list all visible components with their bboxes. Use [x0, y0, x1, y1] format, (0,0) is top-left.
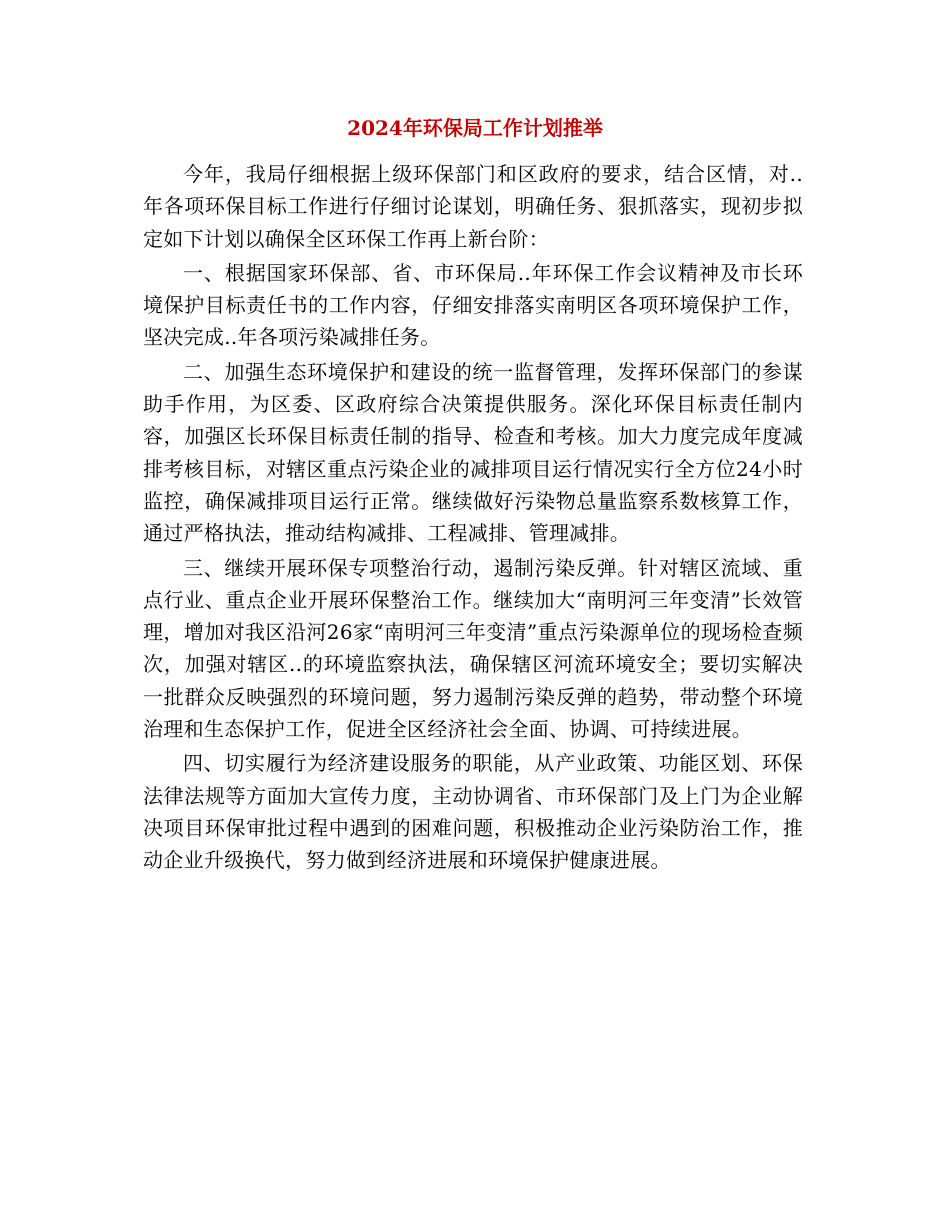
paragraph-item-2: 二、加强生态环境保护和建设的统一监督管理，发挥环保部门的参谋助手作用，为区委、区政府综合决策提供服务。深化环保目标责任制内容，加强区长环保目标责任制的指导、检查和考核。加大力度完成年度减排考核目标，对辖区重点污染企业的减排项目运行情况实行全方位24小时监控，确保减排项目运行正常。继续做好污染物总量监察系数核算工作，通过严格执法，推动结构减排、工程减排、管理减排。 — [143, 359, 803, 546]
document-title: 2024年环保局工作计划推举 — [347, 116, 603, 140]
paragraph-item-1: 一、根据国家环保部、省、市环保局..年环保工作会议精神及市长环境保护目标责任书的工作内容，仔细安排落实南明区各项环境保护工作，坚决完成..年各项污染减排任务。 — [143, 260, 803, 350]
paragraph-item-3: 三、继续开展环保专项整治行动，遏制污染反弹。针对辖区流域、重点行业、重点企业开展环保整治工作。继续加大“南明河三年变清”长效管理，增加对我区沿河26家“南明河三年变清”重点污染源单位的现场检查频次，加强对辖区..的环境监察执法，确保辖区河流环境安全；要切实解决一批群众反映强烈的环境问题，努力遏制污染反弹的趋势，带动整个环境治理和生态保护工作，促进全区经济社会全面、协调、可持续进展。 — [143, 555, 803, 742]
paragraph-intro: 今年，我局仔细根据上级环保部门和区政府的要求，结合区情，对..年各项环保目标工作进行仔细讨论谋划，明确任务、狠抓落实，现初步拟定如下计划以确保全区环保工作再上新台阶： — [143, 162, 803, 251]
document-body — [143, 158, 803, 879]
paragraph-item-4: 四、切实履行为经济建设服务的职能，从产业政策、功能区划、环保法律法规等方面加大宣传力度，主动协调省、市环保部门及上门为企业解决项目环保审批过程中遇到的困难问题，积极推动企业污染防治工作，推动企业升级换代，努力做到经济进展和环境保护健康进展。 — [143, 751, 803, 873]
